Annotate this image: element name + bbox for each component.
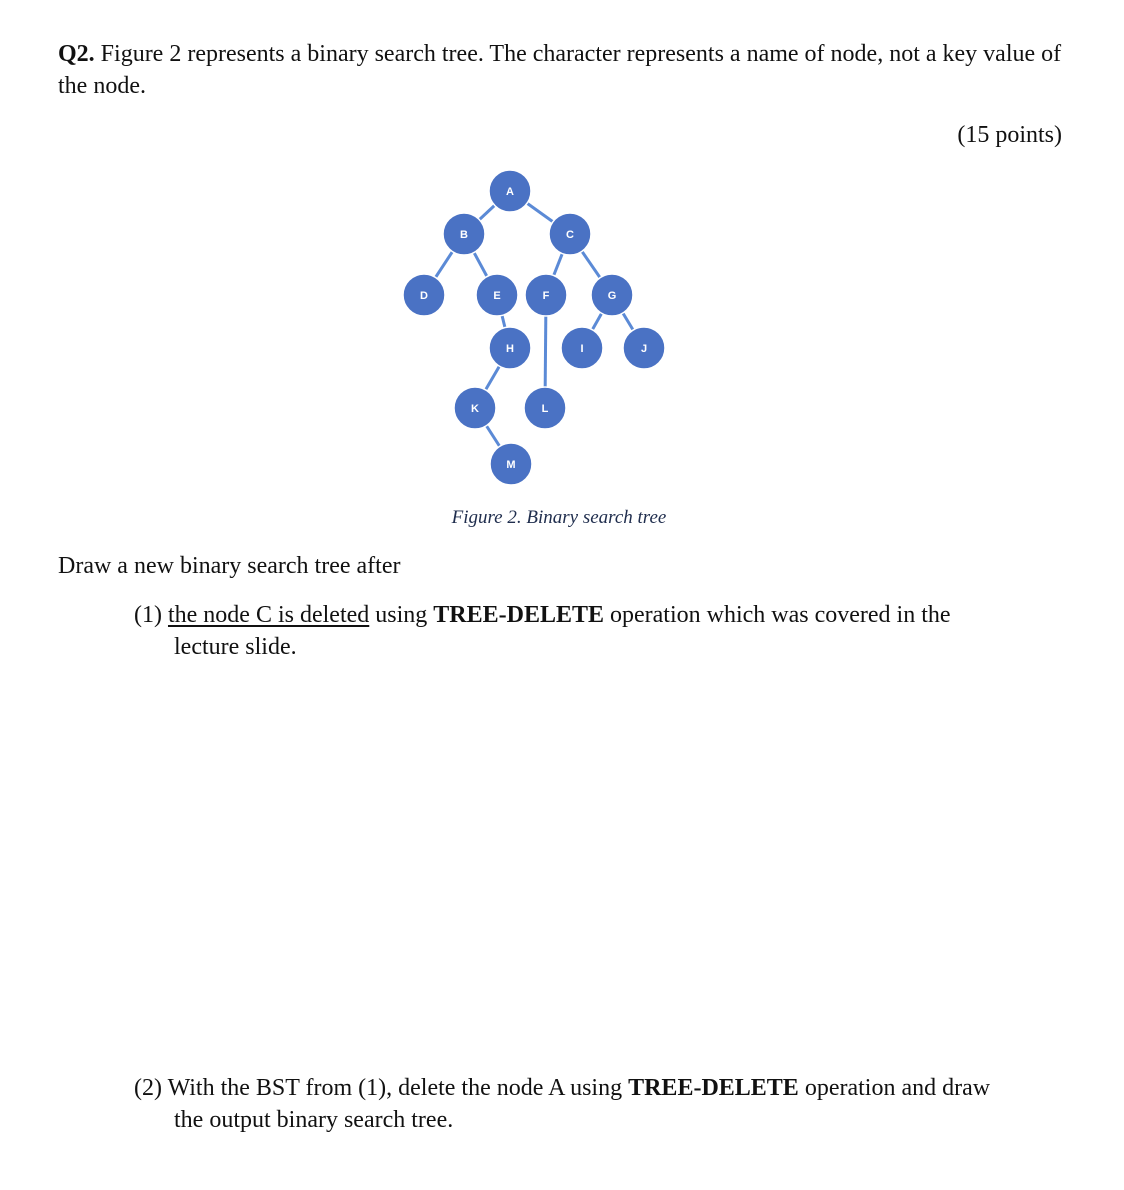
points-label: (15 points) [957,122,1062,148]
node-label-d: D [420,290,428,302]
tree-nodes [403,170,665,485]
item-2-line2: the output binary search tree. [174,1107,454,1133]
item-2-prefix: (2) [134,1075,162,1101]
node-label-a: A [506,186,514,198]
node-m [490,443,532,485]
instruction-lead: Draw a new binary search tree after [58,553,401,579]
item-2-bold: TREE-DELETE [628,1075,799,1101]
item-1-underlined: the node C is deleted [167,602,370,628]
node-b [443,213,485,255]
node-c [549,213,591,255]
node-label-f: F [542,290,550,302]
item-1-bold: TREE-DELETE [433,602,604,628]
node-label-i: I [580,343,584,355]
node-label-m: M [506,459,516,471]
node-a [489,170,531,212]
node-l [524,387,566,429]
node-f [525,274,567,316]
node-label-j: J [640,343,648,355]
node-d [403,274,445,316]
item-1-prefix: (1) [134,602,162,628]
node-k [454,387,496,429]
node-g [591,274,633,316]
node-label-g: G [607,290,617,302]
node-label-e: E [493,290,501,302]
bst-diagram [0,160,1124,500]
question-text [58,38,1062,102]
item-2-text-before: With the BST from (1), delete the node A using [167,1075,623,1101]
node-i [561,327,603,369]
item-2-text-after: operation and draw [804,1075,991,1101]
figure-caption: Figure 2. Binary search tree [451,507,667,528]
node-h [489,327,531,369]
item-1-suffix: operation which was covered in the [610,602,951,628]
instruction-item-2 [134,1072,1062,1136]
bst-figure [0,160,1124,500]
instruction-item-1 [134,599,1062,663]
node-label-l: L [541,403,549,415]
item-1-line2: lecture slide. [174,634,297,660]
question-number: Q2. [58,41,95,67]
node-label-b: B [460,229,468,241]
node-j [623,327,665,369]
node-label-c: C [566,229,574,241]
node-label-k: K [471,403,479,415]
question-body: Figure 2 represents a binary search tree. The character represents a name of node, not a key value of the node. [58,41,1062,99]
item-1-middle: using [375,602,428,628]
node-label-h: H [506,343,514,355]
node-e [476,274,518,316]
